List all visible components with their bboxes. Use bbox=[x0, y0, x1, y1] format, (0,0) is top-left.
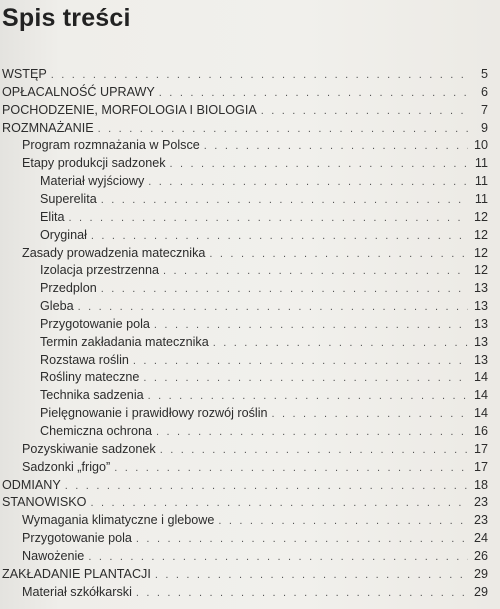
dot-leader bbox=[88, 549, 468, 566]
dot-leader bbox=[213, 335, 468, 352]
toc-entry bbox=[40, 334, 488, 351]
toc-entry-label: ROZMNAŻANIE bbox=[2, 120, 94, 135]
toc-entry-page-number: 12 bbox=[473, 263, 488, 278]
toc-entry-page-number: 29 bbox=[473, 584, 488, 599]
toc-entry-label: Termin zakładania matecznika bbox=[40, 334, 209, 349]
toc-entry-page-number: 26 bbox=[473, 548, 488, 563]
toc-entry-page-number: 5 bbox=[480, 67, 488, 81]
dot-leader bbox=[114, 460, 468, 477]
dot-leader bbox=[159, 85, 468, 102]
toc-entry bbox=[2, 84, 488, 101]
toc-entry-label: Materiał wyjściowy bbox=[40, 174, 145, 189]
toc-entry bbox=[40, 423, 488, 440]
dot-leader bbox=[65, 478, 468, 495]
toc-entry-page-number: 9 bbox=[480, 120, 488, 135]
toc-entry-label: Superelita bbox=[40, 191, 97, 206]
dot-leader bbox=[69, 210, 469, 227]
dot-leader bbox=[163, 263, 468, 280]
toc-entry-label: Izolacja przestrzenna bbox=[40, 263, 160, 278]
dot-leader bbox=[170, 156, 468, 173]
toc-entry-label: Przygotowanie pola bbox=[40, 316, 150, 331]
toc-entry-page-number: 11 bbox=[474, 191, 488, 206]
toc-entry-page-number: 13 bbox=[473, 281, 488, 296]
toc-entry bbox=[40, 352, 488, 369]
toc-entry-page-number: 16 bbox=[473, 424, 488, 438]
toc-entry-page-number: 12 bbox=[473, 209, 488, 224]
dot-leader bbox=[148, 388, 468, 405]
toc-entry bbox=[2, 120, 488, 137]
dot-leader bbox=[101, 192, 468, 209]
toc-entry bbox=[40, 387, 488, 404]
toc-entry-page-number: 10 bbox=[473, 138, 488, 153]
toc-entry-label: Gleba bbox=[40, 299, 74, 314]
toc-entry bbox=[2, 494, 488, 511]
toc-entry-page-number: 7 bbox=[480, 102, 488, 117]
toc-entry-page-number: 11 bbox=[474, 156, 488, 171]
toc-entry-label: Rośliny mateczne bbox=[40, 370, 140, 385]
toc-entry-page-number: 23 bbox=[473, 495, 488, 510]
toc-entry-label: STANOWISKO bbox=[2, 495, 87, 510]
dot-leader bbox=[90, 495, 468, 512]
toc-entry-label: Przedplon bbox=[40, 281, 97, 296]
dot-leader bbox=[101, 281, 468, 298]
toc-entry-label: Wymagania klimatyczne i glebowe bbox=[22, 513, 215, 528]
toc-entry bbox=[40, 173, 488, 190]
toc-entry-label: Technika sadzenia bbox=[40, 388, 144, 403]
toc-entry bbox=[2, 102, 488, 119]
dot-leader bbox=[154, 317, 468, 334]
toc-entry bbox=[22, 155, 488, 172]
toc-entry-label: POCHODZENIE, MORFOLOGIA I BIOLOGIA bbox=[2, 102, 257, 117]
dot-leader bbox=[218, 513, 468, 530]
toc-entry-page-number: 13 bbox=[473, 316, 488, 331]
dot-leader bbox=[136, 585, 468, 602]
toc-entry bbox=[40, 298, 488, 315]
toc-entry-page-number: 23 bbox=[473, 513, 488, 528]
toc-entry bbox=[40, 209, 488, 226]
toc-entry bbox=[2, 566, 488, 583]
toc-entry-page-number: 12 bbox=[473, 245, 488, 260]
toc-entry-label: Pozyskiwanie sadzonek bbox=[22, 441, 156, 456]
dot-leader bbox=[78, 299, 468, 316]
toc-entry-page-number: 13 bbox=[473, 299, 488, 314]
dot-leader bbox=[148, 174, 468, 191]
toc-entry-page-number: 6 bbox=[480, 84, 488, 99]
toc-entry-label: Zasady prowadzenia matecznika bbox=[22, 245, 206, 260]
toc-entry-label: Pielęgnowanie i prawidłowy rozwój roślin bbox=[40, 406, 268, 421]
dot-leader bbox=[209, 246, 468, 263]
toc-entry bbox=[22, 548, 488, 565]
dot-leader bbox=[91, 228, 468, 245]
toc-entry-label: Przygotowanie pola bbox=[22, 531, 132, 546]
toc-entry bbox=[40, 405, 488, 422]
toc-entry-page-number: 13 bbox=[473, 334, 488, 349]
toc-entry-label: Chemiczna ochrona bbox=[40, 424, 153, 438]
toc-entry-page-number: 24 bbox=[473, 531, 488, 546]
toc-entry bbox=[22, 512, 488, 529]
toc-entry bbox=[22, 459, 488, 476]
toc-entry bbox=[40, 280, 488, 297]
toc-entry-page-number: 11 bbox=[474, 174, 488, 189]
toc-entry-label: Rozstawa roślin bbox=[40, 352, 129, 367]
dot-leader bbox=[160, 442, 468, 459]
page-title: Spis treści bbox=[2, 4, 131, 32]
dot-leader bbox=[51, 67, 468, 84]
toc-entry bbox=[40, 262, 488, 279]
toc-entry bbox=[2, 66, 488, 83]
toc-entry-label: Elita bbox=[40, 209, 65, 224]
toc-entry bbox=[40, 316, 488, 333]
toc-entry-label: Oryginał bbox=[40, 227, 87, 242]
toc-entry-label: OPŁACALNOŚĆ UPRAWY bbox=[2, 84, 155, 99]
toc-entry-page-number: 14 bbox=[473, 388, 488, 403]
toc-entry-page-number: 13 bbox=[473, 352, 488, 367]
toc-entry bbox=[22, 137, 488, 154]
dot-leader bbox=[261, 103, 468, 120]
toc-entry bbox=[22, 441, 488, 458]
toc-entry-label: ZAKŁADANIE PLANTACJI bbox=[2, 566, 151, 581]
dot-leader bbox=[98, 121, 468, 138]
toc-entry bbox=[40, 227, 488, 244]
toc-entry bbox=[22, 530, 488, 547]
toc-entry bbox=[40, 191, 488, 208]
dot-leader bbox=[156, 424, 468, 441]
dot-leader bbox=[155, 567, 468, 584]
dot-leader bbox=[143, 370, 468, 387]
toc-entry bbox=[40, 369, 488, 386]
toc-entry-label: Materiał szkółkarski bbox=[22, 584, 132, 599]
toc-entry-page-number: 14 bbox=[473, 370, 488, 385]
toc-entry-label: Etapy produkcji sadzonek bbox=[22, 156, 166, 171]
dot-leader bbox=[272, 406, 469, 423]
dot-leader bbox=[136, 531, 468, 548]
toc-entry-page-number: 17 bbox=[473, 441, 488, 456]
toc-entry-label: ODMIANY bbox=[2, 477, 61, 492]
toc-entry-page-number: 12 bbox=[473, 227, 488, 242]
dot-leader bbox=[133, 353, 468, 370]
toc-entry bbox=[22, 584, 488, 601]
dot-leader bbox=[204, 138, 468, 155]
toc-entry-label: Sadzonki „frigo” bbox=[22, 459, 111, 474]
toc-entry-page-number: 29 bbox=[473, 566, 488, 581]
toc-entry bbox=[22, 245, 488, 262]
toc-entry-page-number: 18 bbox=[473, 477, 488, 492]
toc-entry-label: Program rozmnażania w Polsce bbox=[22, 138, 200, 153]
toc-entry-page-number: 14 bbox=[473, 406, 488, 421]
toc-entry-label: Nawożenie bbox=[22, 548, 85, 563]
toc-entry bbox=[2, 477, 488, 494]
toc-entry-page-number: 17 bbox=[473, 459, 488, 474]
toc-entry-label: WSTĘP bbox=[2, 67, 47, 81]
